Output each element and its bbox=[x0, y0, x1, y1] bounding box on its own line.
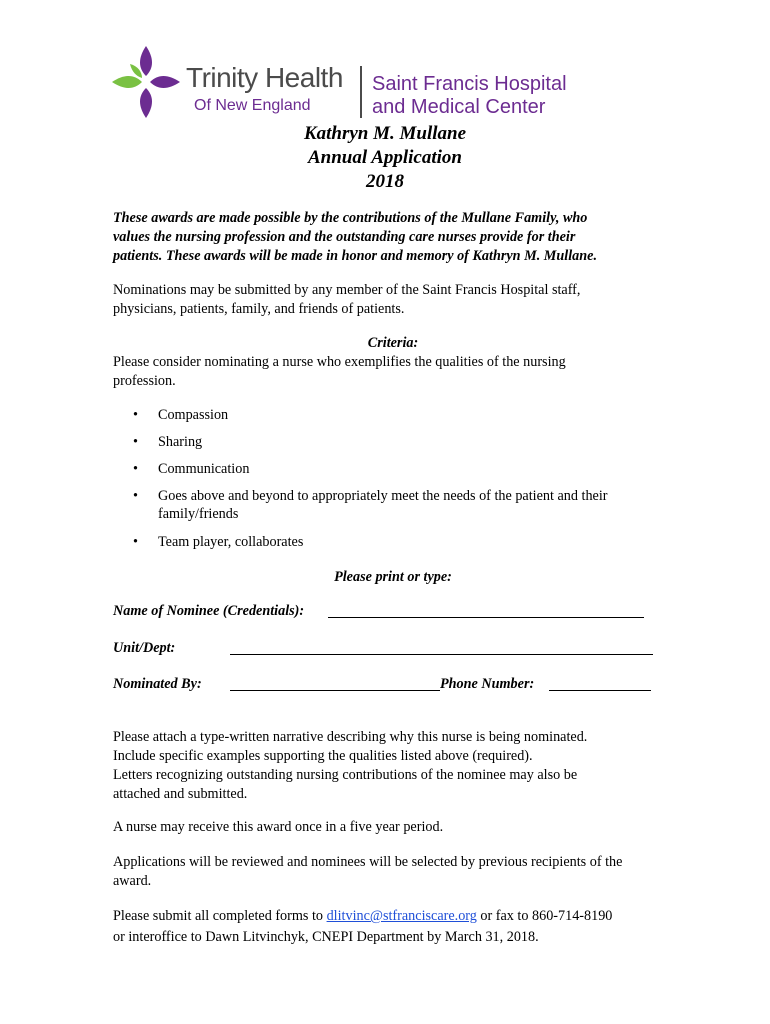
phone-number-field[interactable] bbox=[549, 676, 651, 691]
criteria-heading: Criteria: bbox=[367, 335, 419, 351]
trinity-health-logo bbox=[110, 40, 590, 120]
criteria-line: Please consider nominating a nurse who exemplifies the qualities of the nursing bbox=[113, 354, 566, 370]
criteria-paragraph bbox=[113, 353, 673, 391]
title-line-3: 2018 bbox=[366, 171, 404, 192]
criteria-line: profession. bbox=[113, 373, 176, 389]
intro-paragraph bbox=[113, 209, 673, 266]
trinity-health-name: Trinity Health bbox=[186, 62, 343, 93]
trinity-cross-icon bbox=[110, 44, 182, 120]
review-paragraph bbox=[113, 853, 673, 891]
nominations-line: Nominations may be submitted by any member of the Saint Francis Hospital staff, bbox=[113, 282, 581, 298]
narrative-line: Letters recognizing outstanding nursing contributions of the nominee may also be bbox=[113, 767, 578, 783]
list-item: • Compassion bbox=[113, 406, 673, 424]
submit-suffix: or fax to 860-714-8190 bbox=[476, 908, 613, 924]
submit-prefix: Please submit all completed forms to bbox=[113, 908, 327, 924]
hospital-name-line2: and Medical Center bbox=[372, 96, 546, 118]
email-link[interactable]: dlitvinc@stfranciscare.org bbox=[326, 908, 477, 924]
list-item-text-continued: family/friends bbox=[158, 506, 239, 522]
nominated-by-label: Nominated By: bbox=[113, 676, 202, 692]
document-title bbox=[0, 122, 770, 194]
list-item: • Sharing bbox=[113, 433, 673, 451]
intro-line: These awards are made possible by the contributions of the Mullane Family, who bbox=[113, 210, 588, 226]
unit-dept-label: Unit/Dept: bbox=[113, 640, 176, 656]
title-line-1: Kathryn M. Mullane bbox=[303, 123, 467, 144]
review-line: Applications will be reviewed and nominees will be selected by previous recipients of the bbox=[113, 854, 623, 870]
phone-number-label: Phone Number: bbox=[440, 676, 535, 692]
criteria-list bbox=[113, 406, 673, 560]
of-new-england-text: Of New England bbox=[194, 97, 311, 114]
list-item: • Communication bbox=[113, 460, 673, 478]
title-line-2: Annual Application bbox=[308, 147, 462, 168]
submit-paragraph bbox=[113, 907, 673, 947]
review-line: award. bbox=[113, 873, 152, 889]
narrative-line: Include specific examples supporting the qualities listed above (required). bbox=[113, 748, 533, 764]
narrative-paragraph bbox=[113, 728, 673, 804]
list-item-text: Goes above and beyond to appropriately meet the needs of the patient and their bbox=[158, 488, 608, 504]
list-item bbox=[113, 487, 673, 523]
intro-line: patients. These awards will be made in honor and memory of Kathryn M. Mullane. bbox=[113, 248, 598, 264]
unit-dept-field[interactable] bbox=[230, 640, 653, 655]
award-period-text: A nurse may receive this award once in a five year period. bbox=[113, 819, 444, 835]
nominations-line: physicians, patients, family, and friends of patients. bbox=[113, 301, 405, 317]
intro-line: values the nursing profession and the outstanding care nurses provide for their bbox=[113, 229, 576, 245]
submit-line-2: or interoffice to Dawn Litvinchyk, CNEPI Department by March 31, 2018. bbox=[113, 929, 539, 945]
submit-line-1 bbox=[113, 907, 673, 926]
nominated-by-field[interactable] bbox=[230, 676, 440, 691]
logo-divider bbox=[360, 66, 362, 118]
nominee-field[interactable] bbox=[328, 603, 644, 618]
hospital-name-line1: Saint Francis Hospital bbox=[372, 73, 567, 95]
list-item: • Team player, collaborates bbox=[113, 533, 673, 551]
narrative-line: attached and submitted. bbox=[113, 786, 248, 802]
nominee-label: Name of Nominee (Credentials): bbox=[113, 603, 305, 619]
narrative-line: Please attach a type-written narrative describing why this nurse is being nominated. bbox=[113, 729, 588, 745]
print-prompt: Please print or type: bbox=[334, 569, 452, 585]
nominations-paragraph bbox=[113, 281, 673, 319]
